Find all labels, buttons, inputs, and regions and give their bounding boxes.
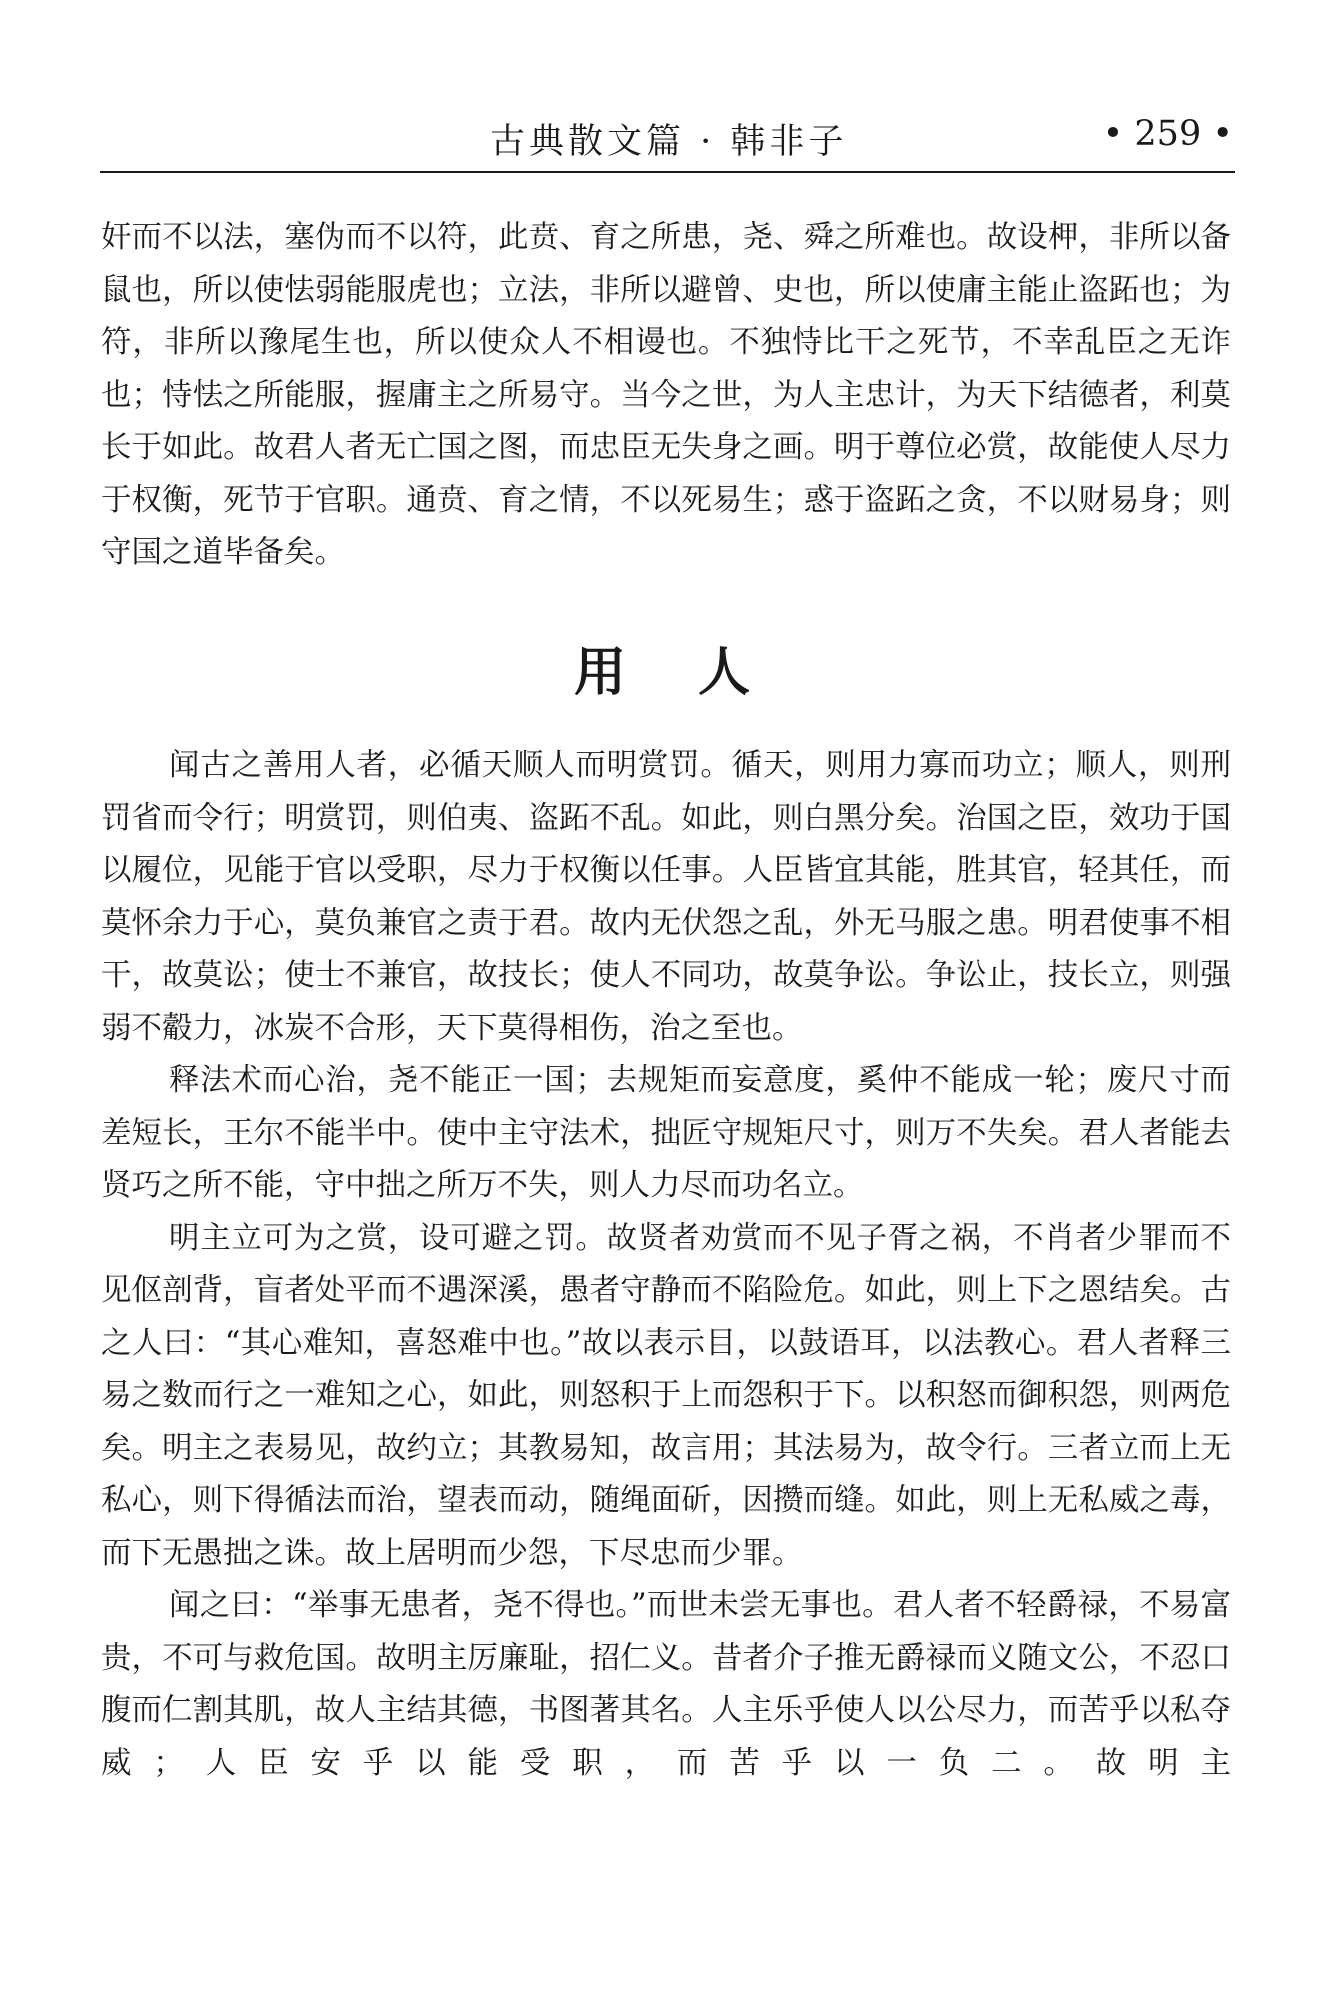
paragraph-4: 闻之曰：“举事无患者，尧不得也。”而世未尝无事也。君人者不轻爵禄，不易富贵，不可与救危国。故明主厉廉耻，招仁义。昔者介子推无爵禄而义随文公，不忍口腹而仁割其肌，故人主结其德，书图著其名。人主乐乎使人以公尽力，而苦乎以私夺威；人臣安乎以能受职，而苦乎以一负二。故明主 [101,1588,1231,1781]
paragraph-1: 闻古之善用人者，必循天顺人而明赏罚。循天，则用力寡而功立；顺人，则刑罚省而令行；明赏罚，则伯夷、盗跖不乱。如此，则白黑分矣。治国之臣，效功于国以履位，见能于官以受职，尽力于权衡以任事。人臣皆宜其能，胜其官，轻其任，而莫怀余力于心，莫负兼官之责于君。故内无伏怨之乱，外无马服之患。明君使事不相干，故莫讼；使士不兼官，故技长；使人不同功，故莫争讼。争讼止，技长立，则强弱不觳力，冰炭不合形，天下莫得相伤，治之至也。 [101,748,1231,1046]
paragraph-2: 释法术而心治，尧不能正一国；去规矩而妄意度，奚仲不能成一轮；废尺寸而差短长，王尔不能半中。使中主守法术，拙匠守规矩尺寸，则万不失矣。君人者能去贤巧之所不能，守中拙之所万不失，则人力尽而功名立。 [101,1063,1231,1203]
page-number: • 259 • [1102,114,1233,154]
paragraph-3: 明主立可为之赏，设可避之罚。故贤者劝赏而不见子胥之祸，不肖者少罪而不见伛剖背，盲者处平而不遇深溪，愚者守静而不陷险危。如此，则上下之恩结矣。古之人曰：“其心难知，喜怒难中也。”故以表示目，以鼓语耳，以法教心。君人者释三易之数而行之一难知之心，如此，则怒积于上而怨积于下。以积怒而御积怨，则两危矣。明主之表易见，故约立；其教易知，故言用；其法易为，故令行。三者立而上无私心，则下得循法而治，望表而动，随绳面斫，因攒而缝。如此，则上无私威之毒，而下无愚拙之诛。故上居明而少怨，下尽忠而少罪。 [101,1220,1231,1571]
running-title: 古典散文篇 · 韩非子 [490,122,848,162]
section-title: 用人 [573,643,822,703]
section-body [101,740,1231,1790]
header-rule [100,171,1235,173]
running-header [100,100,1235,170]
continued-text-block [101,212,1231,580]
continued-paragraph: 奸而不以法，塞伪而不以符，此贲、育之所患，尧、舜之所难也。故设柙，非所以备鼠也，所以使怯弱能服虎也；立法，非所以避曾、史也，所以使庸主能止盗跖也；为符，非所以豫尾生也，所以使众人不相谩也。不独恃比干之死节，不幸乱臣之无诈也；恃怯之所能服，握庸主之所易守。当今之世，为人主忠计，为天下结德者，利莫长于如此。故君人者无亡国之图，而忠臣无失身之画。明于尊位必赏，故能使人尽力于权衡，死节于官职。通贲、育之情，不以死易生；惑于盗跖之贪，不以财易身；则守国之道毕备矣。 [101,220,1231,570]
